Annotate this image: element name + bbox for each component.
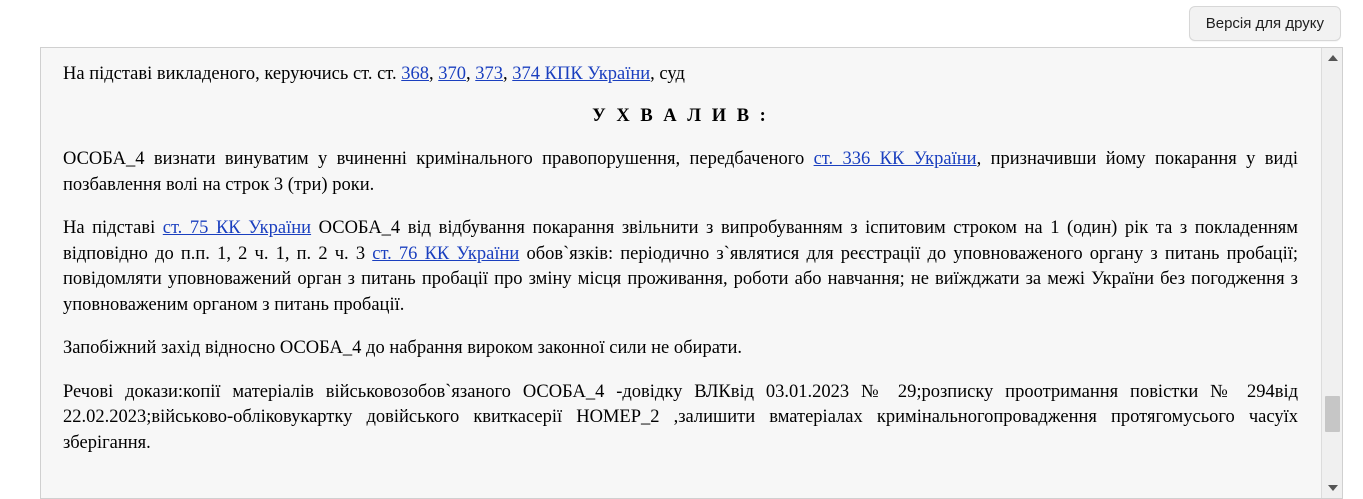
paragraph-evidence: Речові докази:копії матеріалів військовозобов`язаного ОСОБА_4 -довідку ВЛКвід 03.01.2023 № 29;розписку проотримання повістки № 294від 22.02.2023;військово-обліковукартку довійського квиткасерії НОМЕР_2 ,залишити вматеріалах кримінальногопровадження протягомусього часуїх зберігання. <box>63 381 1298 453</box>
verdict-heading: У Х В А Л И В : <box>592 105 769 126</box>
law-link-368[interactable]: 368 <box>401 64 429 84</box>
paragraph-preventive-measure: Запобіжний захід відносно ОСОБА_4 до набрання вироком законної сили не обирати. <box>63 338 743 359</box>
print-version-button[interactable]: Версія для друку <box>1189 6 1341 41</box>
p1-text-a: ОСОБА_4 визнати винуватим у вчиненні кримінального правопорушення, передбаченого <box>63 149 814 170</box>
top-toolbar <box>0 0 1363 46</box>
paragraph-sentence <box>63 147 1298 198</box>
law-link-374-kpk[interactable]: 374 КПК України <box>512 64 651 84</box>
intro-prefix-text: На підставі викладеного, керуючись ст. ст. <box>63 64 402 84</box>
chevron-down-icon <box>1328 485 1338 491</box>
vertical-scrollbar[interactable] <box>1321 48 1342 498</box>
p2-text-c: обов`язків: періодично з`являтися для реєстрації до уповноваженого органу з питань пробації; повідомляти уповноважений орган з питань пробації про зміну місця проживання, роботи або навчання; не виїжджати за межі України без погодження з уповноваженим органом з питань пробації. <box>63 243 1298 315</box>
scrollbar-thumb[interactable] <box>1325 396 1340 432</box>
intro-suffix-text: , суд <box>650 64 685 84</box>
p2-text-a: На підставі <box>63 218 163 239</box>
p2-text-b: ОСОБА_4 від відбування покарання звільнити з випробуванням з іспитовим строком на 1 (один) рік та з покладенням відповідно до п.п. 1, 2 ч. 1, п. 2 ч. 3 <box>63 218 1298 264</box>
law-link-76-kk[interactable]: ст. 76 КК України <box>372 243 520 264</box>
document-scroll-area[interactable] <box>41 48 1320 498</box>
scroll-up-button[interactable] <box>1322 48 1343 68</box>
law-link-370[interactable]: 370 <box>438 64 466 84</box>
p1-text-b: , призначивши йому покарання у виді позбавлення волі на строк 3 (три) роки. <box>63 149 1298 195</box>
paragraph-intro: На підставі викладеного, керуючись ст. ст. 368, 370, 373, 374 КПК України, суд <box>63 64 685 84</box>
chevron-up-icon <box>1328 55 1338 61</box>
law-link-373[interactable]: 373 <box>475 64 503 84</box>
law-link-336-kk[interactable]: ст. 336 КК України <box>813 149 977 170</box>
document-text <box>63 62 1298 456</box>
document-panel <box>40 47 1343 499</box>
paragraph-probation <box>63 216 1298 318</box>
scroll-down-button[interactable] <box>1322 478 1343 498</box>
law-link-75-kk[interactable]: ст. 75 КК України <box>162 218 312 239</box>
